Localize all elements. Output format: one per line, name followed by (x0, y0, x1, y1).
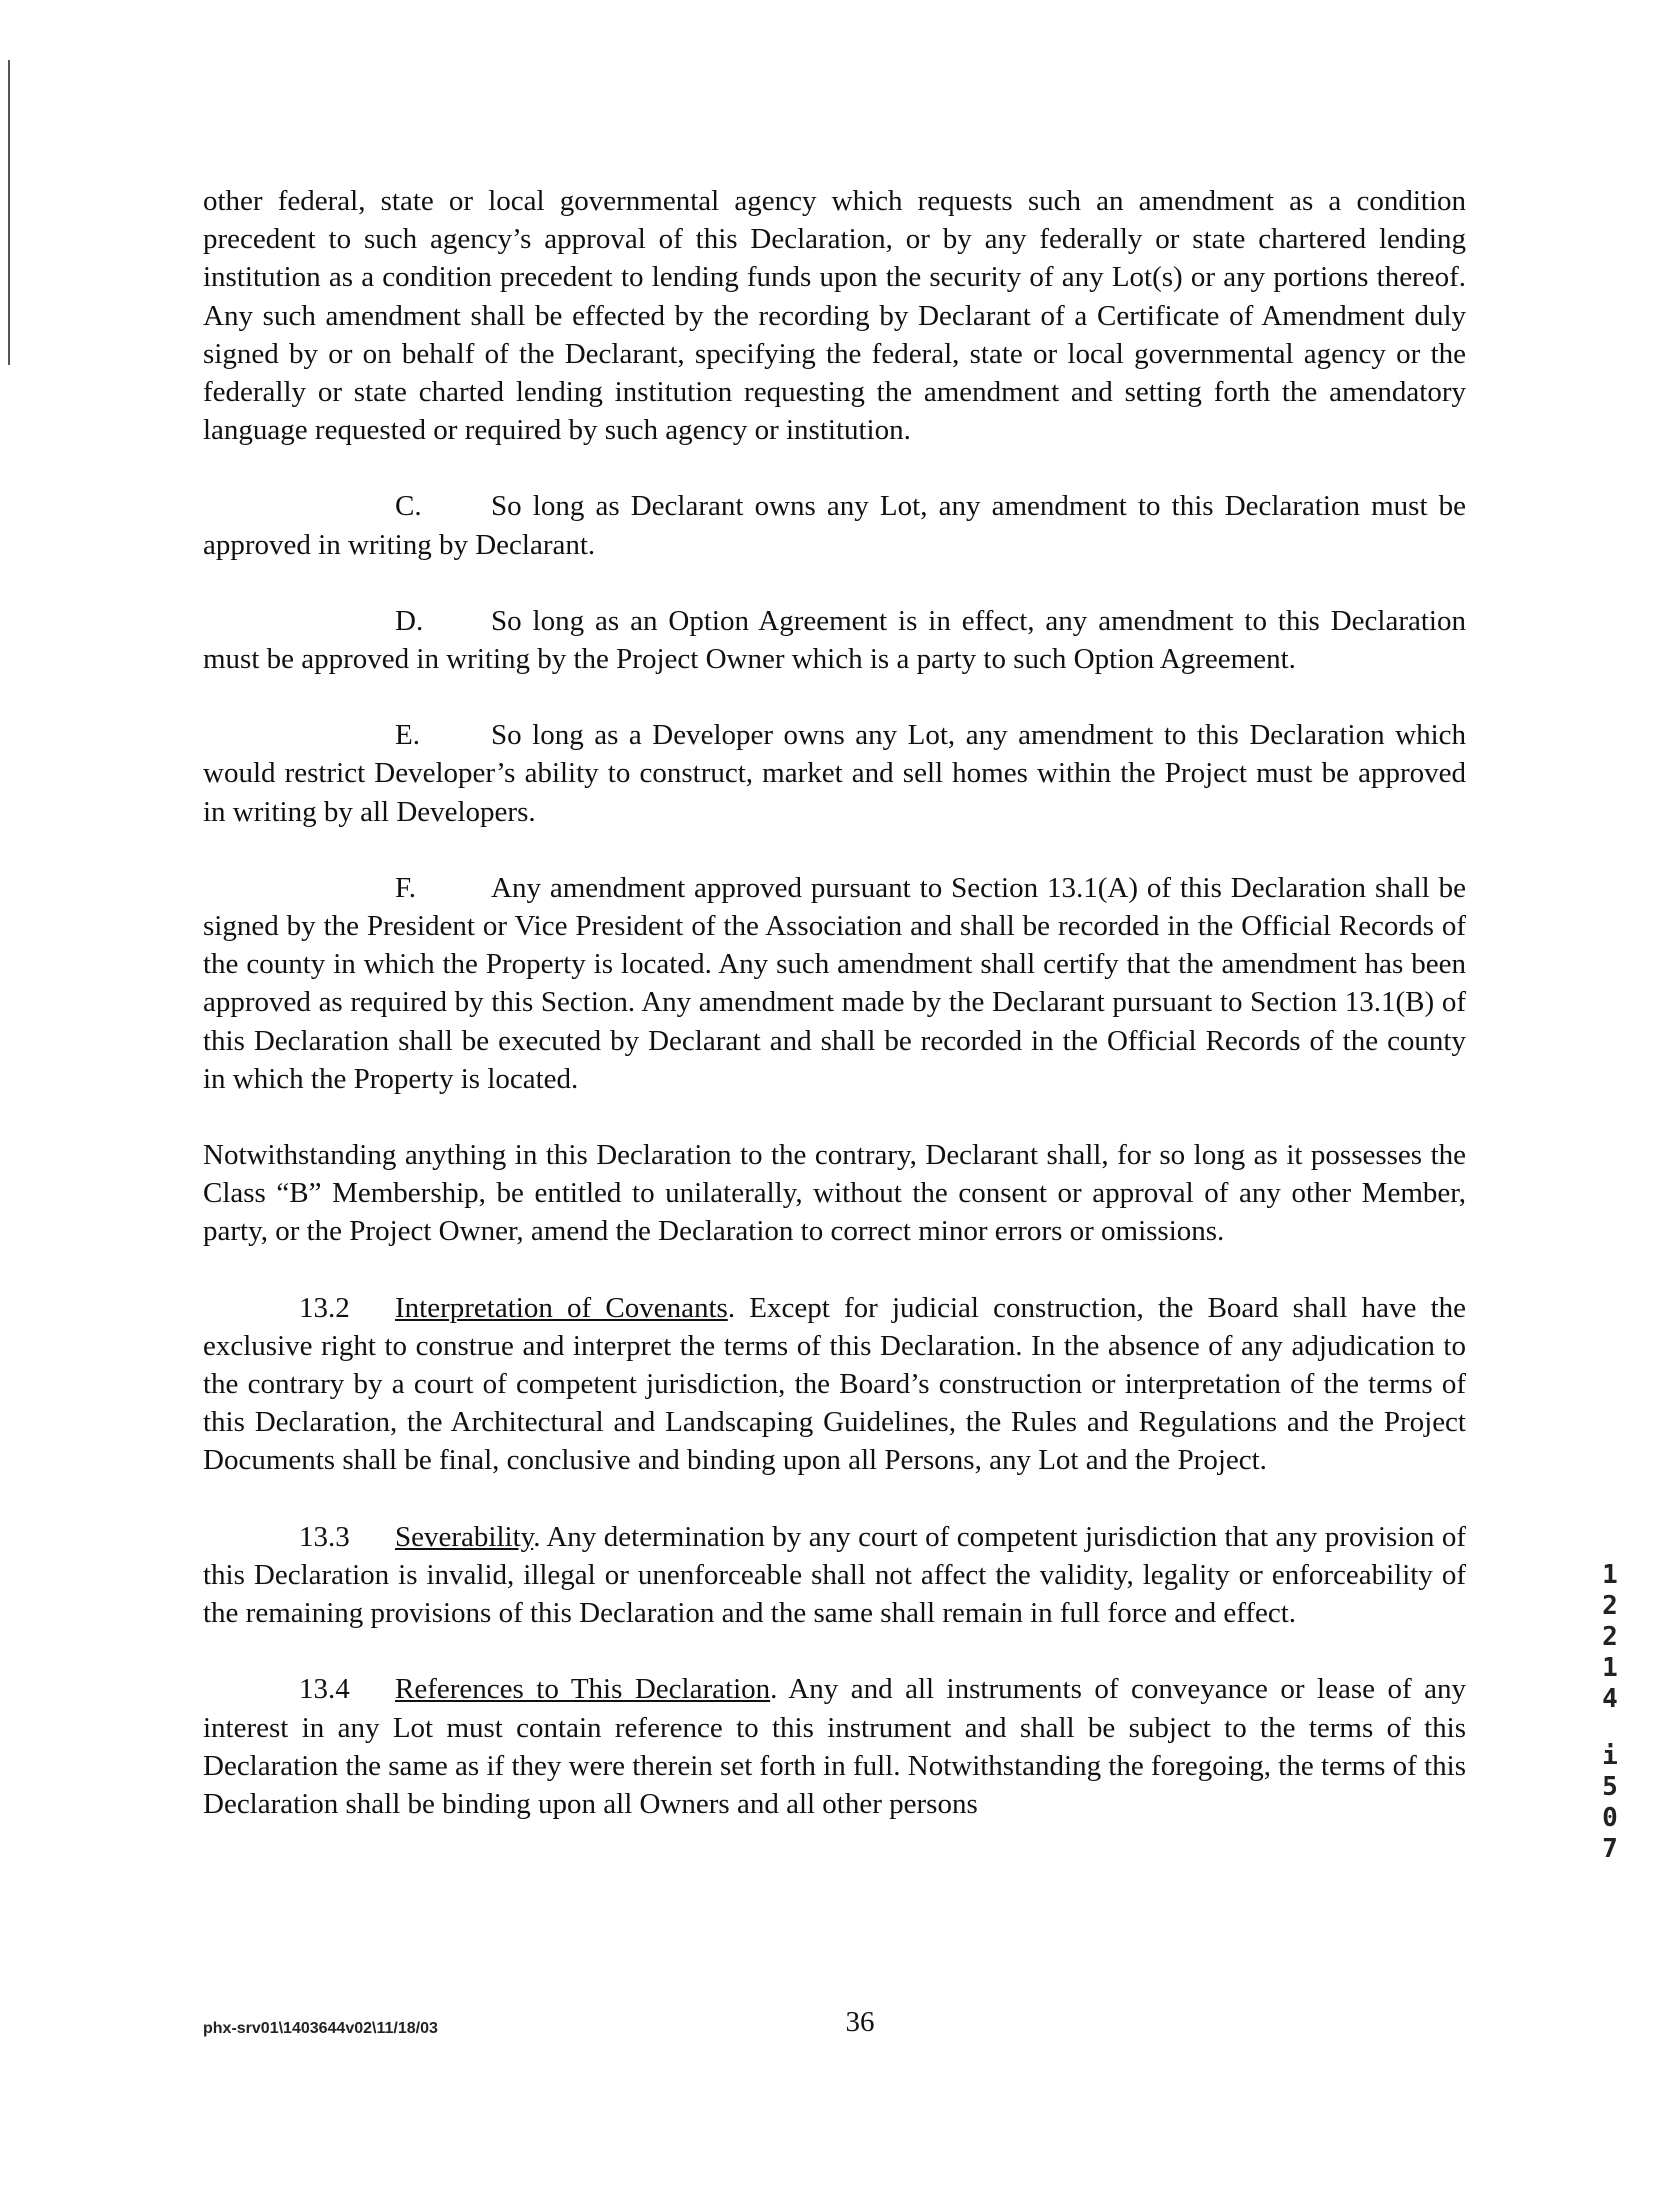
stamp-digit: 2 (1602, 1591, 1618, 1621)
paragraph-label: C. (395, 490, 422, 523)
paragraph-label: F. (395, 871, 417, 904)
paragraph-f (203, 869, 1466, 1098)
paragraph-e (203, 716, 1466, 831)
footer-document-id: phx-srv01\1403644v02\11/18/03 (203, 2020, 438, 2037)
stamp-digit: 4 (1602, 1684, 1618, 1714)
paragraph-text: Any amendment approved pursuant to Section 13.1(A) of this Declaration shall be signed by the President or Vice President of the Association and shall be recorded in the Official Records of the county in which the Property is located. Any such amendment shall certify that the amendment has been approved as required by this Section. Any amendment made by the Declarant pursuant to Section 13.1(B) of this Declaration shall be executed by Declarant and shall be recorded in the Official Records of the county in which the Property is located. (203, 871, 1466, 1095)
stamp-digit: 1 (1602, 1653, 1618, 1683)
section-title: Severability (395, 1520, 534, 1553)
paragraph-text: So long as a Developer owns any Lot, any amendment to this Declaration which would restrict Developer’s ability to construct, market and sell homes within the Project must be approved in writing by all Developers. (203, 719, 1466, 828)
stamp-digit: 5 (1602, 1772, 1618, 1802)
recording-stamp-digits (1598, 1560, 1622, 1865)
section-text: . Except for judicial construction, the Board shall have the exclusive right to construe and interpret the terms of this Declaration. In the absence of any adjudication to the contrary by a court of competent jurisdiction, the Board’s construction or interpretation of the terms of this Declaration, the Architectural and Landscaping Guidelines, the Rules and Regulations and the Project Documents shall be final, conclusive and binding upon all Persons, any Lot and the Project. (203, 1291, 1467, 1477)
section-number: 13.2 (299, 1291, 350, 1324)
stamp-digit: 0 (1602, 1803, 1618, 1833)
section-number: 13.3 (299, 1520, 350, 1553)
section-13-2 (203, 1289, 1466, 1480)
page-number: 36 (845, 2006, 875, 2038)
paragraph-label: E. (395, 719, 420, 752)
notwithstanding-paragraph: Notwithstanding anything in this Declaration to the contrary, Declarant shall, for so long as it possesses the Class “B” Membership, be entitled to unilaterally, without the consent or approval of any other Member, party, or the Project Owner, amend the Declaration to correct minor errors or omissions. (203, 1139, 1466, 1248)
section-text: . Any determination by any court of competent jurisdiction that any provision of this Declaration is invalid, illegal or unenforceable shall not affect the validity, legality or enforceability of the remaining provisions of this Declaration and the same shall remain in full force and effect. (203, 1520, 1466, 1630)
paragraph-label: D. (395, 604, 424, 637)
stamp-digit: 2 (1602, 1622, 1618, 1652)
paragraph-d (203, 602, 1466, 678)
section-text: . Any and all instruments of conveyance or lease of any interest in any Lot must contain reference to this instrument and shall be subject to the terms of this Declaration the same as if they were therein set forth in full. Notwithstanding the foregoing, the terms of this Declaration shall be binding upon all Owners and all other persons (203, 1673, 1467, 1820)
section-title: References to This Declaration (395, 1673, 771, 1706)
section-title: Interpretation of Covenants (395, 1291, 728, 1324)
stamp-gap (1598, 1715, 1622, 1741)
section-number: 13.4 (299, 1673, 350, 1706)
section-13-4 (203, 1670, 1466, 1823)
document-body (203, 182, 1466, 1861)
scan-edge-line (8, 60, 10, 365)
paragraph-text: So long as Declarant owns any Lot, any amendment to this Declaration must be approved in writing by Declarant. (203, 490, 1466, 561)
paragraph-text: So long as an Option Agreement is in effect, any amendment to this Declaration must be approved in writing by the Project Owner which is a party to such Option Agreement. (203, 604, 1466, 676)
stamp-digit: 7 (1602, 1834, 1618, 1864)
section-13-3 (203, 1518, 1466, 1633)
paragraph-c (203, 487, 1466, 563)
opening-paragraph: other federal, state or local governmental agency which requests such an amendment as a condition precedent to such agency’s approval of this Declaration, or by any federally or state chartered lending institution as a condition precedent to lending funds upon the security of any Lot(s) or any portions thereof. Any such amendment shall be effected by the recording by Declarant of a Certificate of Amendment duly signed by or on behalf of the Declarant, specifying the federal, state or local governmental agency or the federally or state charted lending institution requesting the amendment and setting forth the amendatory language requested or required by such agency or institution. (203, 185, 1466, 447)
stamp-digit: i (1602, 1741, 1618, 1771)
stamp-digit: 1 (1602, 1560, 1618, 1590)
